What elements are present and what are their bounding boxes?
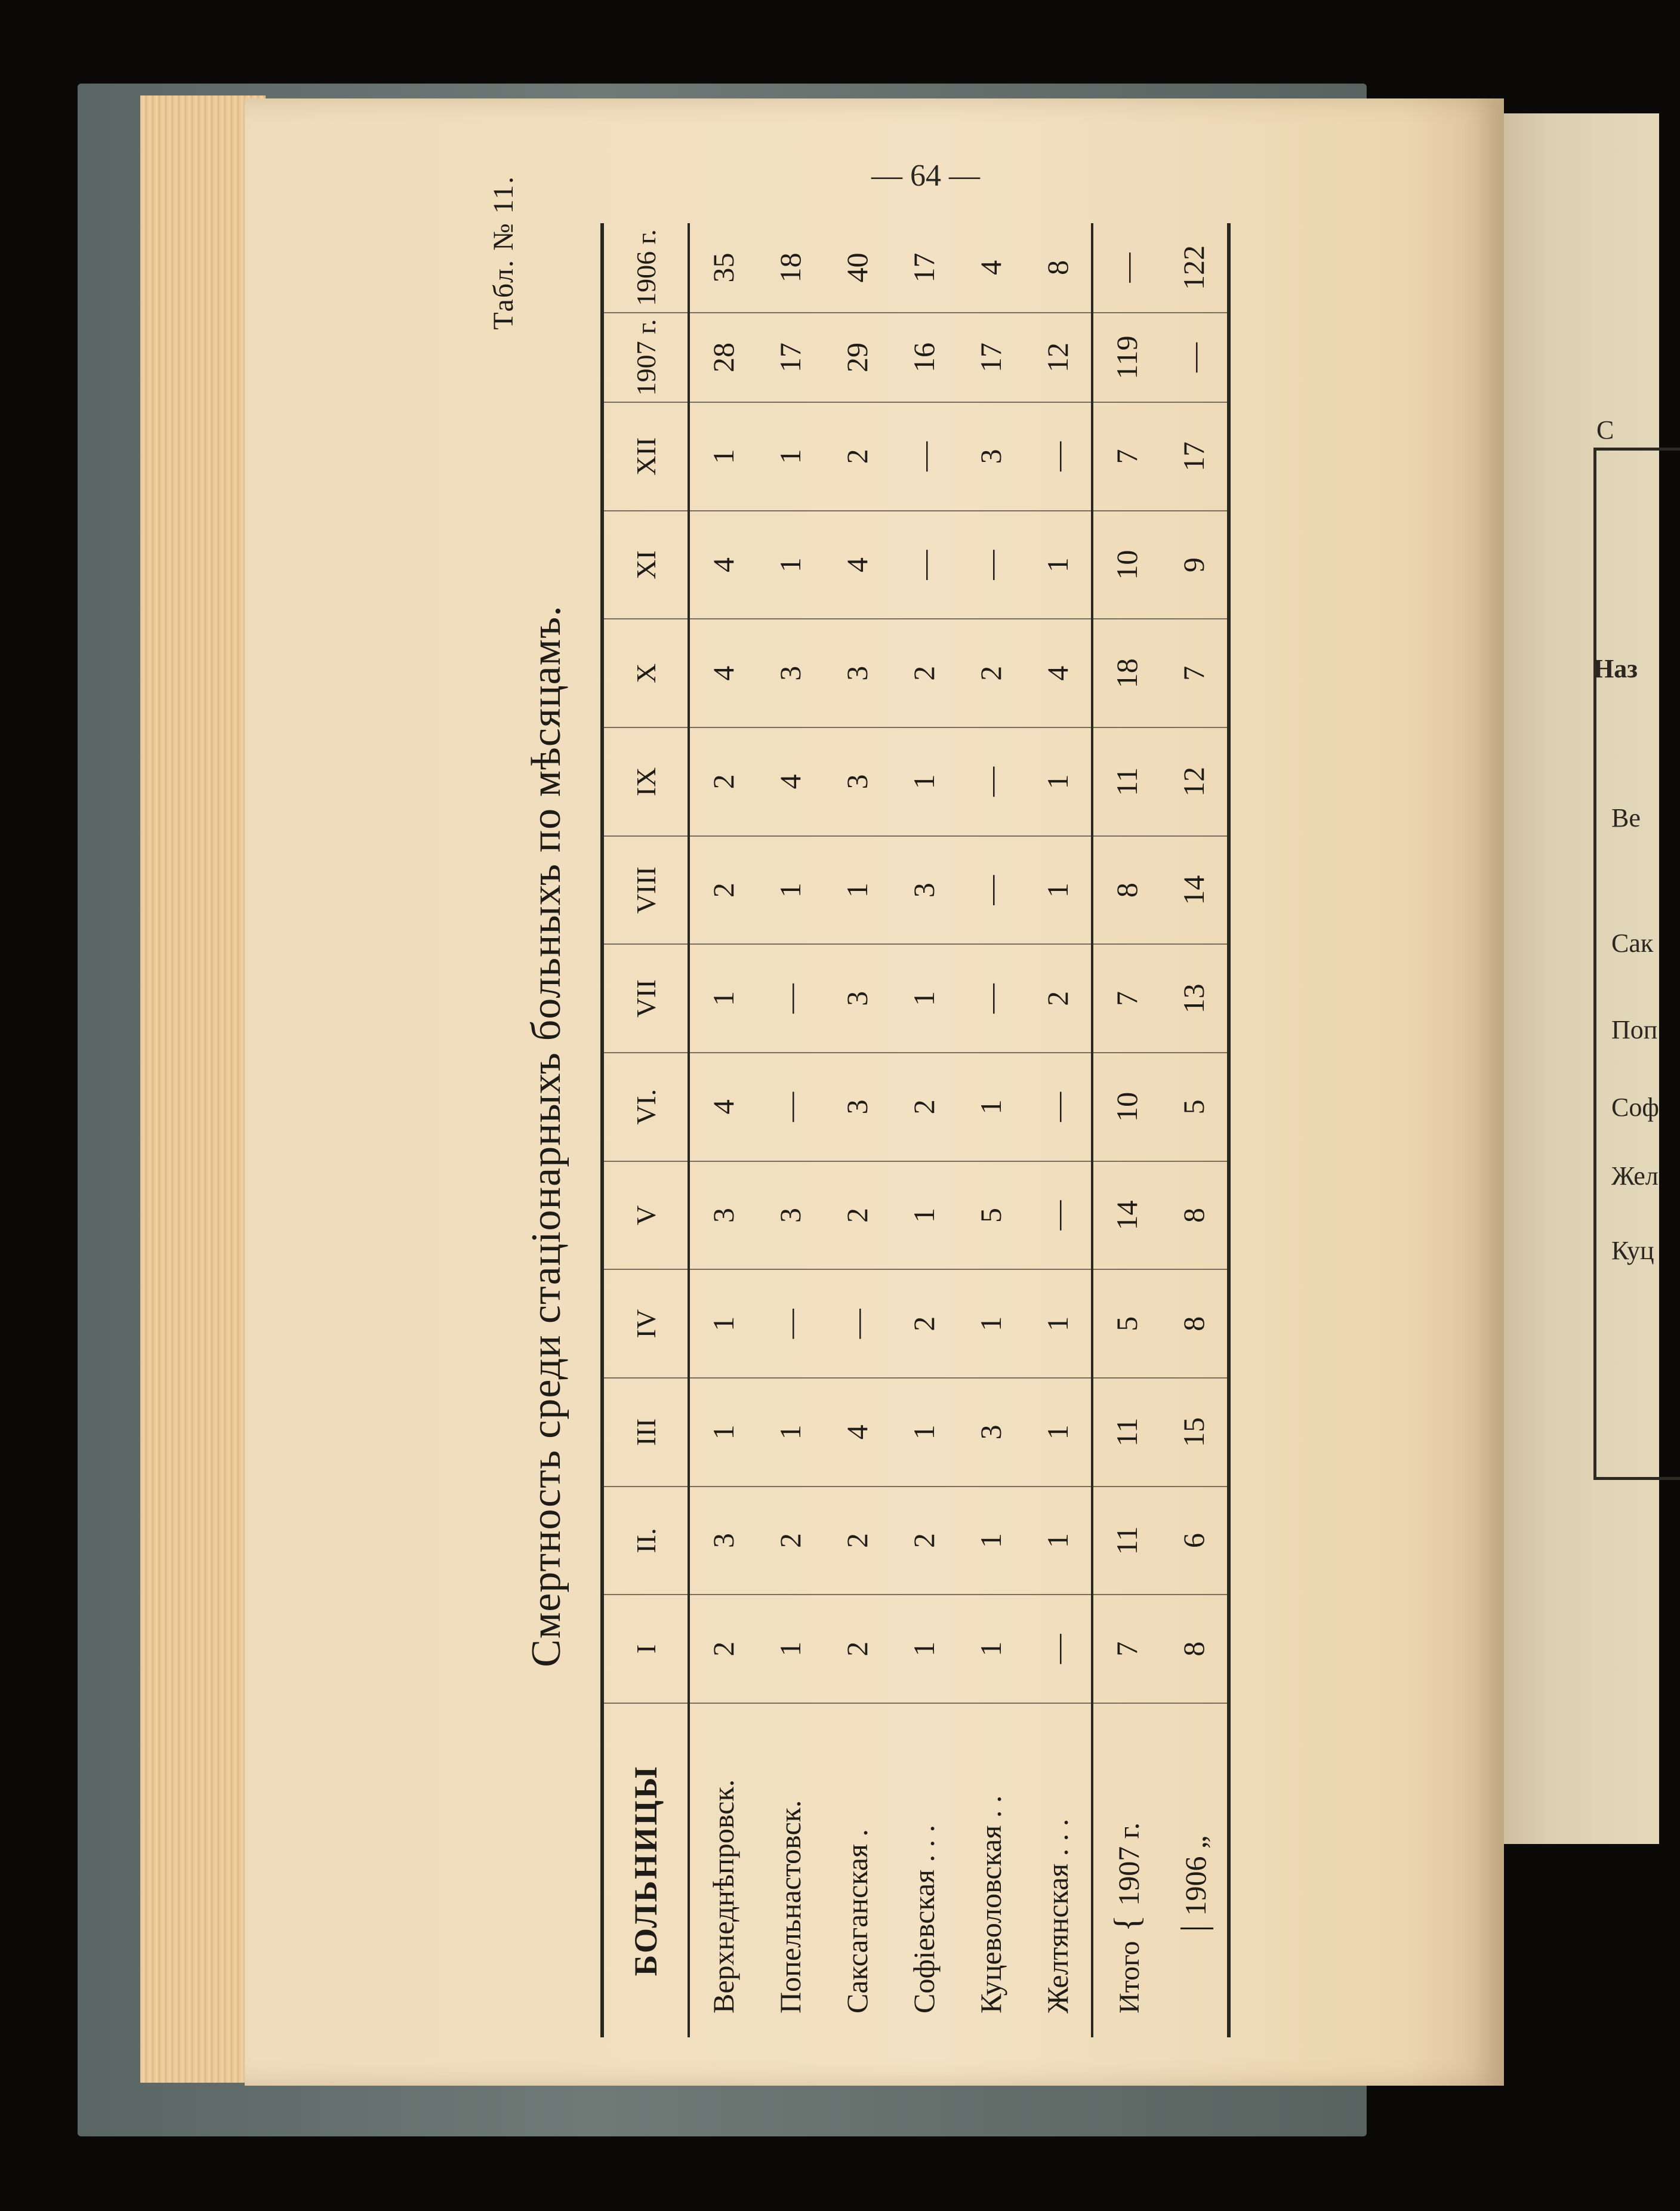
table-cell: 3	[757, 1161, 824, 1270]
next-page	[1504, 113, 1659, 1844]
total-label-text: Итого	[1113, 1941, 1145, 2013]
table-cell: 2	[689, 1595, 757, 1703]
header-month: VI.	[602, 1053, 689, 1161]
total-year: 1907 г.	[1111, 1822, 1145, 1906]
table-row	[1024, 223, 1092, 2037]
next-page-fragment: Куц	[1611, 1236, 1654, 1265]
table-cell: 1	[957, 1487, 1024, 1595]
hospital-name: Попельнастовск.	[773, 1800, 807, 2013]
hospital-name: Саксаганская .	[840, 1829, 874, 2013]
table-cell: 17	[957, 313, 1024, 402]
table-cell: —	[957, 727, 1024, 836]
total-cell: 15	[1160, 1378, 1229, 1487]
table-cell: 1	[1024, 1378, 1092, 1487]
total-cell: 14	[1092, 1161, 1160, 1270]
header-year-1907: 1907 г.	[602, 313, 689, 402]
table-cell: —	[824, 1269, 890, 1378]
table-cell: 3	[689, 1487, 757, 1595]
table-cell: 2	[890, 1053, 957, 1161]
table-cell: —	[890, 511, 957, 619]
table-cell: 2	[824, 402, 890, 511]
table-cell: —	[757, 1053, 824, 1161]
table-cell: 18	[757, 223, 824, 313]
total-cell: —	[1092, 223, 1160, 313]
table-cell: 2	[1024, 944, 1092, 1053]
total-cell: 8	[1160, 1161, 1229, 1270]
table-cell: —	[1024, 1053, 1092, 1161]
table-cell: 1	[1024, 727, 1092, 836]
total-cell: 14	[1160, 836, 1229, 945]
total-year: 1906 „	[1178, 1835, 1212, 1916]
total-row	[1160, 223, 1229, 2037]
hospital-name: Верхнеднѣпровск.	[707, 1779, 740, 2013]
table-cell: 1	[1024, 511, 1092, 619]
total-cell: 8	[1092, 836, 1160, 945]
table-cell: —	[757, 1269, 824, 1378]
table-cell: 1	[890, 1595, 957, 1703]
total-cell: 18	[1092, 619, 1160, 727]
table-cell: 1	[689, 1269, 757, 1378]
table-cell: 17	[757, 313, 824, 402]
header-month: IX	[602, 727, 689, 836]
table-cell: 2	[689, 727, 757, 836]
table-cell: 1	[957, 1053, 1024, 1161]
total-cell: 122	[1160, 223, 1229, 313]
rotated-table-block	[481, 152, 1364, 2121]
table-header-row	[602, 223, 689, 2037]
table-cell: 2	[824, 1161, 890, 1270]
table-cell: 3	[824, 944, 890, 1053]
table-cell: 3	[689, 1161, 757, 1270]
total-cell: 10	[1092, 511, 1160, 619]
table-cell: 3	[890, 836, 957, 945]
table-cell: 3	[957, 1378, 1024, 1487]
table-cell: 4	[1024, 619, 1092, 727]
table-cell: 5	[957, 1161, 1024, 1270]
total-cell: 11	[1092, 727, 1160, 836]
next-page-fragment: Ве	[1611, 803, 1641, 832]
next-page-fragment: Жел	[1611, 1161, 1659, 1191]
table-cell: 40	[824, 223, 890, 313]
table-cell: 2	[890, 1487, 957, 1595]
total-cell: 12	[1160, 727, 1229, 836]
table-cell: —	[757, 944, 824, 1053]
table-cell: 1	[689, 1378, 757, 1487]
header-month: XI	[602, 511, 689, 619]
table-cell: 2	[689, 836, 757, 945]
table-cell: 4	[824, 511, 890, 619]
table-cell: 1	[890, 944, 957, 1053]
header-month: V	[602, 1161, 689, 1270]
table-cell: 3	[824, 727, 890, 836]
table-cell: 12	[1024, 313, 1092, 402]
total-cell: 7	[1160, 619, 1229, 727]
total-cell: 11	[1092, 1487, 1160, 1595]
table-cell: —	[957, 836, 1024, 945]
table-cell: 1	[890, 1161, 957, 1270]
total-cell: 119	[1092, 313, 1160, 402]
hospital-name: Софіевская . . .	[907, 1824, 941, 2013]
table-cell: 1	[757, 402, 824, 511]
table-cell: 1	[1024, 1487, 1092, 1595]
table-cell: 4	[957, 223, 1024, 313]
hospital-name: Куцеволовская . .	[974, 1795, 1007, 2013]
table-cell: 3	[757, 619, 824, 727]
table-cell: 3	[824, 619, 890, 727]
table-cell: 1	[890, 1378, 957, 1487]
table-cell: 1	[689, 402, 757, 511]
table-label: Табл. № 11.	[488, 175, 519, 330]
page-number: — 64 —	[871, 159, 980, 193]
table-title: Смертность среди стаціонарныхъ больныхъ по мѣсяцамъ.	[523, 605, 569, 1667]
table-cell: 1	[757, 511, 824, 619]
total-cell: 13	[1160, 944, 1229, 1053]
table-cell: 1	[1024, 836, 1092, 945]
table-cell: 29	[824, 313, 890, 402]
table-cell: 4	[757, 727, 824, 836]
mortality-table	[600, 223, 1231, 2037]
table-cell: 4	[689, 511, 757, 619]
table-cell: —	[1024, 1595, 1092, 1703]
total-label	[1160, 1703, 1229, 2037]
total-cell: 7	[1092, 1595, 1160, 1703]
table-row	[890, 223, 957, 2037]
table-cell: 1	[757, 836, 824, 945]
total-cell: 11	[1092, 1378, 1160, 1487]
table-cell: 3	[957, 402, 1024, 511]
table-row	[689, 223, 757, 2037]
total-cell: 9	[1160, 511, 1229, 619]
total-cell: 8	[1160, 1269, 1229, 1378]
table-cell: 4	[824, 1378, 890, 1487]
table-cell: 1	[1024, 1269, 1092, 1378]
total-cell: 6	[1160, 1487, 1229, 1595]
header-month: II.	[602, 1487, 689, 1595]
table-cell: 16	[890, 313, 957, 402]
total-cell: —	[1160, 313, 1229, 402]
table-cell: 1	[689, 944, 757, 1053]
total-cell: 5	[1092, 1269, 1160, 1378]
brace-glyph: {	[1106, 1905, 1146, 1941]
total-label	[1092, 1703, 1160, 2037]
table-cell: —	[1024, 1161, 1092, 1270]
table-cell: 4	[689, 1053, 757, 1161]
table-cell: 4	[689, 619, 757, 727]
table-cell: 1	[824, 836, 890, 945]
table-cell: 2	[890, 1269, 957, 1378]
total-cell: 7	[1092, 402, 1160, 511]
table-cell: —	[890, 402, 957, 511]
total-cell: 5	[1160, 1053, 1229, 1161]
table-cell: 2	[890, 619, 957, 727]
table-cell: 35	[689, 223, 757, 313]
table-cell: 2	[824, 1487, 890, 1595]
table-row	[757, 223, 824, 2037]
table-cell: 1	[957, 1595, 1024, 1703]
next-page-fragment: Наз	[1593, 654, 1638, 683]
header-month: III	[602, 1378, 689, 1487]
total-cell: 17	[1160, 402, 1229, 511]
header-month: X	[602, 619, 689, 727]
table-row	[824, 223, 890, 2037]
table-cell: 17	[890, 223, 957, 313]
header-month: XII	[602, 402, 689, 511]
brace-glyph: |	[1173, 1916, 1213, 1941]
next-page-fragment: Поп	[1611, 1015, 1658, 1044]
header-month: IV	[602, 1269, 689, 1378]
next-page-table-edge	[1593, 448, 1680, 1480]
table-cell: —	[1024, 402, 1092, 511]
table-cell: 8	[1024, 223, 1092, 313]
total-cell: 7	[1092, 944, 1160, 1053]
table-cell: 2	[824, 1595, 890, 1703]
header-month: I	[602, 1595, 689, 1703]
hospital-name: Желтянская . . .	[1041, 1818, 1074, 2013]
header-month: VIII	[602, 836, 689, 945]
next-page-fragment: Сак	[1611, 929, 1654, 958]
table-cell: —	[957, 511, 1024, 619]
table-cell: 1	[957, 1269, 1024, 1378]
total-row	[1092, 223, 1160, 2037]
table-cell: —	[957, 944, 1024, 1053]
table-row	[957, 223, 1024, 2037]
table-cell: 2	[757, 1487, 824, 1595]
table-cell: 1	[757, 1595, 824, 1703]
table-cell: 2	[957, 619, 1024, 727]
next-page-fragment: Соф	[1611, 1093, 1659, 1122]
table-cell: 1	[890, 727, 957, 836]
table-cell: 3	[824, 1053, 890, 1161]
table-cell: 28	[689, 313, 757, 402]
header-year-1906: 1906 г.	[602, 223, 689, 313]
table-cell: 1	[757, 1378, 824, 1487]
next-page-fragment: С	[1596, 415, 1614, 445]
total-cell: 10	[1092, 1053, 1160, 1161]
header-hospitals: БОЛЬНИЦЫ	[602, 1703, 689, 2037]
header-month: VII	[602, 944, 689, 1053]
total-cell: 8	[1160, 1595, 1229, 1703]
